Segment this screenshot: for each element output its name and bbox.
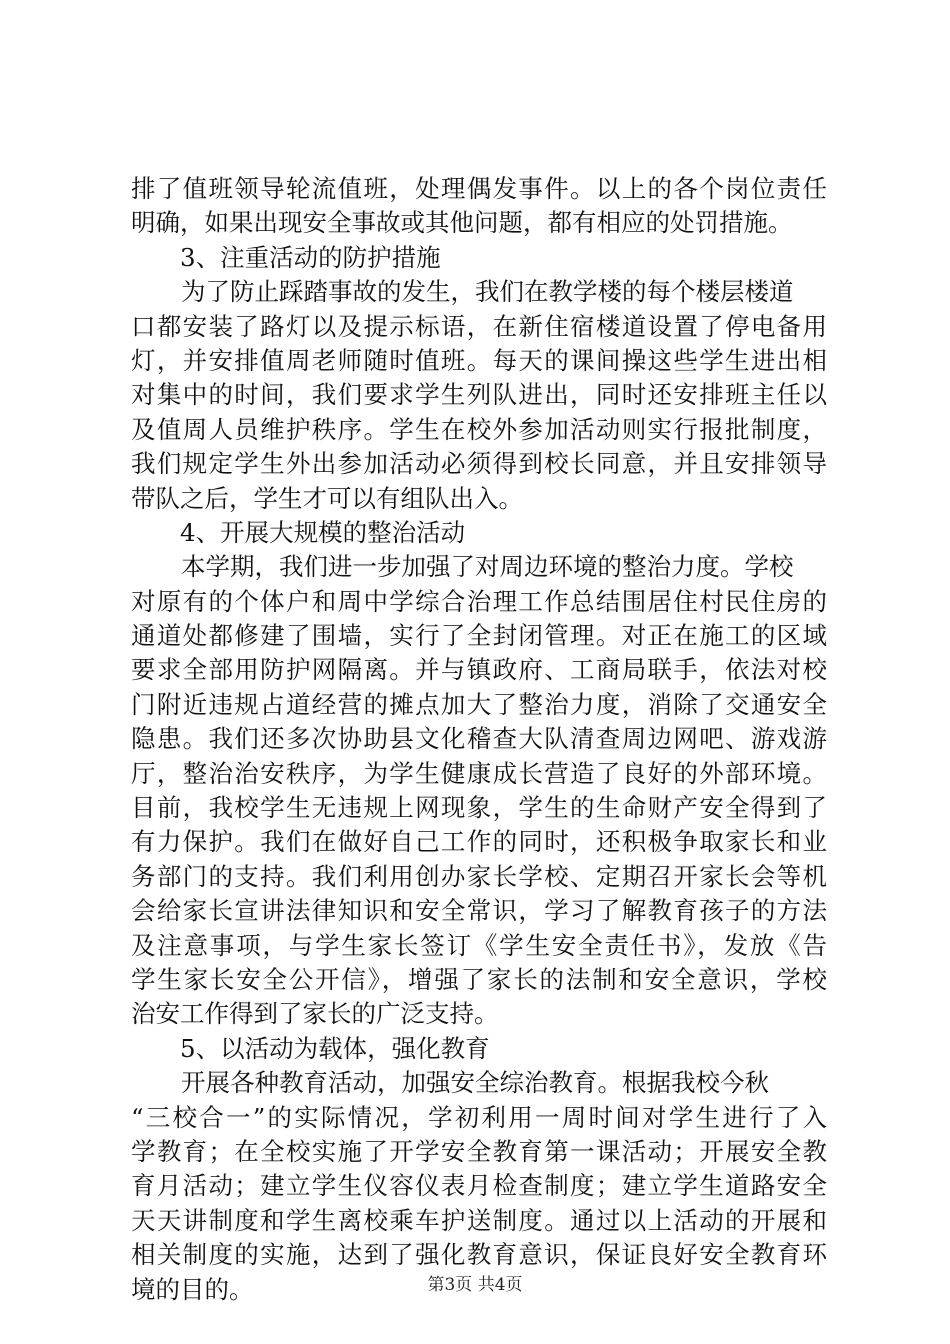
paragraph-line: 我们规定学生外出参加活动必须得到校长同意，并且安排领导 xyxy=(131,449,827,479)
paragraph-line: 对原有的个体户和周中学综合治理工作总结围居住村民住房的 xyxy=(131,586,827,616)
page-footer: 第3页 共4页 xyxy=(427,1275,523,1295)
paragraph-line: 境的目的。 xyxy=(131,1274,254,1304)
section-heading: 5、以活动为载体，强化教育 xyxy=(180,1033,490,1063)
paragraph-line: 要求全部用防护网隔离。并与镇政府、工商局联手，依法对校 xyxy=(131,655,827,685)
paragraph-line: 务部门的支持。我们利用创办家长学校、定期召开家长会等机 xyxy=(131,861,827,891)
section-heading: 4、开展大规模的整治活动 xyxy=(180,517,466,547)
paragraph-line: 隐患。我们还多次协助县文化稽查大队清查周边网吧、游戏游 xyxy=(131,724,827,754)
paragraph-line: 灯，并安排值周老师随时值班。每天的课间操这些学生进出相 xyxy=(131,345,827,375)
paragraph-line: 厅，整治治安秩序，为学生健康成长营造了良好的外部环境。 xyxy=(131,758,827,788)
paragraph-line: 治安工作得到了家长的广泛支持。 xyxy=(131,999,499,1029)
paragraph-line: 明确，如果出现安全事故或其他问题，都有相应的处罚措施。 xyxy=(131,208,793,238)
body-text xyxy=(131,172,827,1307)
paragraph-line: 及值周人员维护秩序。学生在校外参加活动则实行报批制度， xyxy=(131,414,827,444)
paragraph-line: 本学期，我们进一步加强了对周边环境的整治力度。学校 xyxy=(181,552,794,582)
paragraph-line: 会给家长宣讲法律知识和安全常识，学习了解教育孩子的方法 xyxy=(131,896,827,926)
section-heading: 3、注重活动的防护措施 xyxy=(180,242,441,272)
paragraph-line: 天天讲制度和学生离校乘车护送制度。通过以上活动的开展和 xyxy=(131,1205,827,1235)
paragraph-line: 通道处都修建了围墙，实行了全封闭管理。对正在施工的区域 xyxy=(131,621,827,651)
paragraph-line: 门附近违规占道经营的摊点加大了整治力度，消除了交通安全 xyxy=(131,689,827,719)
paragraph-line: 学生家长安全公开信》，增强了家长的法制和安全意识，学校 xyxy=(131,964,827,994)
paragraph-line: 为了防止踩踏事故的发生，我们在教学楼的每个楼层楼道 xyxy=(181,277,794,307)
paragraph-line: 有力保护。我们在做好自己工作的同时，还积极争取家长和业 xyxy=(131,827,827,857)
paragraph-line: 带队之后，学生才可以有组队出入。 xyxy=(131,483,523,513)
paragraph-line: 口都安装了路灯以及提示标语，在新住宿楼道设置了停电备用 xyxy=(131,311,827,341)
paragraph-line: “三校合一”的实际情况，学初利用一周时间对学生进行了入 xyxy=(131,1102,827,1132)
paragraph-line: 开展各种教育活动，加强安全综治教育。根据我校今秋 xyxy=(181,1068,769,1098)
paragraph-line: 目前，我校学生无违规上网现象，学生的生命财产安全得到了 xyxy=(131,793,827,823)
paragraph-line: 及注意事项，与学生家长签订《学生安全责任书》，发放《告 xyxy=(131,930,827,960)
paragraph-line: 排了值班领导轮流值班，处理偶发事件。以上的各个岗位责任 xyxy=(131,174,827,203)
paragraph-line: 育月活动；建立学生仪容仪表月检查制度；建立学生道路安全 xyxy=(131,1171,827,1201)
paragraph-line: 学教育；在全校实施了开学安全教育第一课活动；开展安全教 xyxy=(131,1136,827,1166)
paragraph-line: 相关制度的实施，达到了强化教育意识，保证良好安全教育环 xyxy=(131,1240,827,1270)
paragraph-line: 对集中的时间，我们要求学生列队进出，同时还安排班主任以 xyxy=(131,380,827,410)
